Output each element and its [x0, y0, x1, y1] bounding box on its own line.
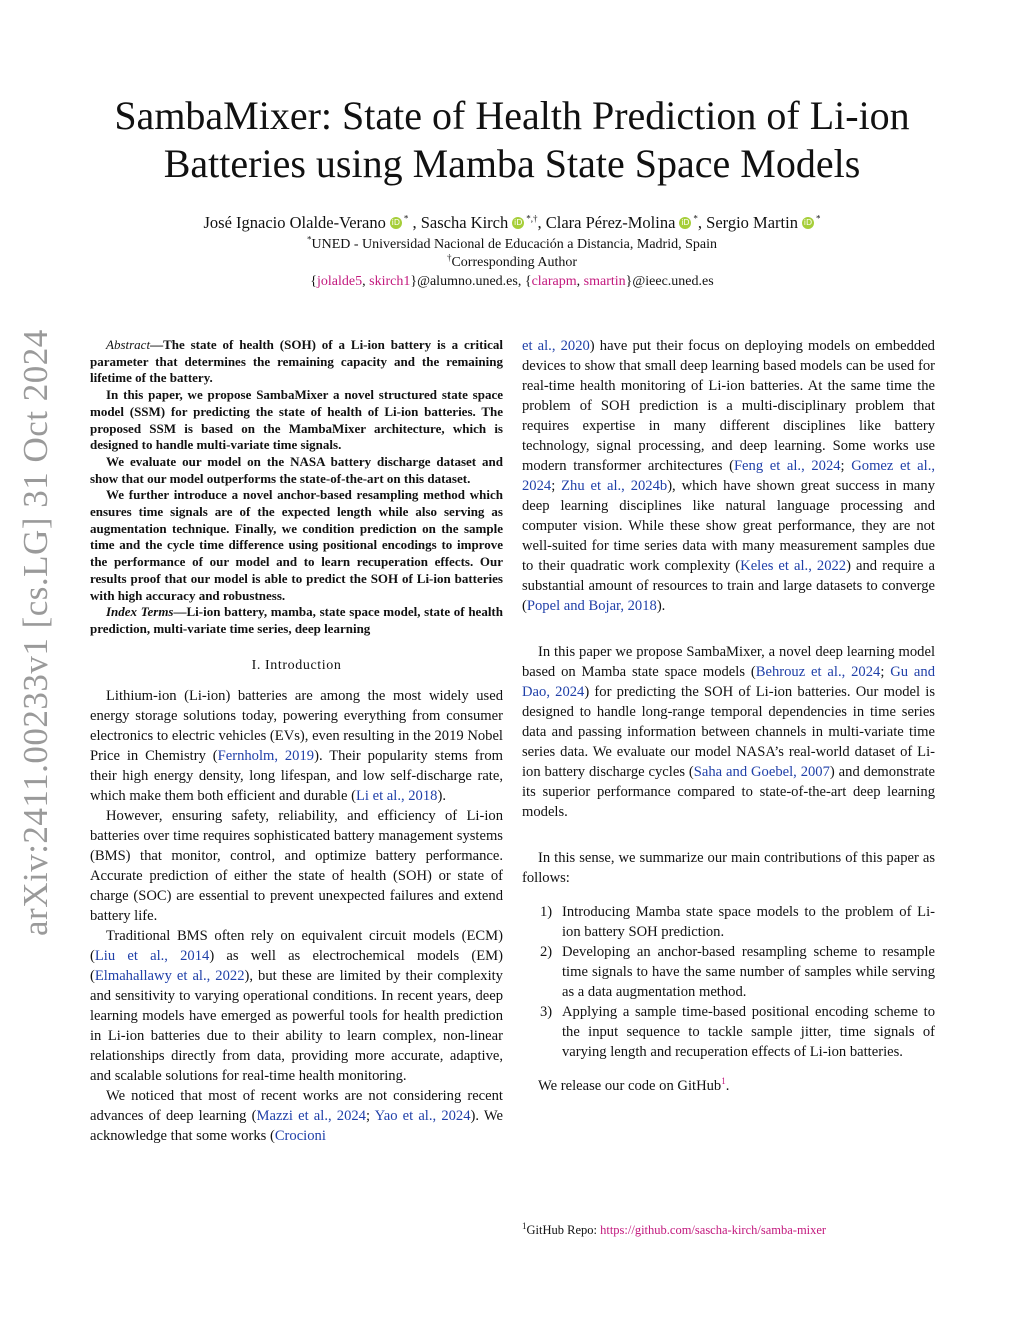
list-item [522, 942, 935, 1002]
citation-link[interactable]: Liu et al., 2014 [94, 947, 210, 964]
abstract-text: —The state of health (SOH) of a Li-ion battery is a critical parameter that determines the remaining capacity and the remaining lifetime of the battery. [90, 337, 503, 386]
email-line [60, 273, 964, 291]
citation-link[interactable]: Li et al., 2018 [355, 787, 438, 804]
citation-link[interactable]: Feng et al., 2024 [733, 458, 841, 474]
orcid-icon[interactable]: iD [391, 218, 401, 227]
corresponding-line [60, 254, 964, 272]
corr-mark: † [446, 252, 452, 263]
citation-link[interactable]: Popel and Bojar, 2018 [526, 598, 657, 614]
citation-link[interactable]: Zhu et al., 2024b [561, 478, 668, 494]
paper-title: SambaMixer: State of Health Prediction of Li-ion Batteries using Mamba State Space Models [114, 93, 910, 186]
email-domain: }@alumno.uned.es, { [410, 274, 532, 289]
affil-mark: * [307, 234, 312, 245]
citation-link[interactable]: Keles et al., 2022 [740, 558, 847, 574]
citation-link[interactable]: Yao et al., 2024 [374, 1107, 471, 1124]
author-list [60, 212, 964, 234]
affiliation-line [60, 236, 964, 254]
abstract-paragraph: We evaluate our model on the NASA battery discharge dataset and show that our model outperforms the state-of-the-art on this dataset. [90, 453, 503, 486]
abstract-paragraph: We further introduce a novel anchor-based resampling method which ensures time signals are of the expected length while also serving as augmentation technique. Finally, we condition prediction on the sample time and the cycle time difference using positional encodings to improve the performance of our model and to learn recuperation effects. Our results proof that our model is able to predict the SOH of Li-ion batteries with high accuracy and robustness. [90, 487, 503, 603]
index-terms-label: Index Terms [106, 604, 174, 620]
arxiv-sidebar-label: arXiv:2411.00233v1 [cs.LG] 31 Oct 2024 [16, 329, 55, 936]
list-text: Developing an anchor-based resampling scheme to resample time signals to have the same number of samples while serving as a data augmentation method. [562, 944, 935, 1000]
list-item [522, 1002, 935, 1062]
citation-link[interactable]: et al., 2020 [522, 338, 590, 354]
orcid-icon[interactable]: iD [803, 218, 813, 227]
author-name: , Sergio Martin [697, 213, 798, 232]
email-link[interactable]: clarapm [531, 274, 577, 289]
author-affil-mark: * [403, 213, 409, 224]
citation-link[interactable]: Behrouz et al., 2024 [755, 664, 881, 680]
abstract-label: Abstract [106, 337, 151, 352]
right-column [522, 336, 935, 1096]
body-paragraph: In this paper we propose SambaMixer, a novel deep learning model based on Mamba state space models (Behrouz et al., 2024; Gu and Dao, 2024) for predicting the SOH of Li-ion batteries. Our model is designed to handle long-range temporal dependencies in time series data and passing information between channels in multi-variate time series data. We evaluate our model NASA’s real-world dataset of Li-ion battery discharge cycles (Saha and Goebel, 2007) and demonstrate its superior performance compared to state-of-the-art deep learning models. [522, 644, 936, 820]
body-paragraph: Traditional BMS often rely on equivalent circuit models (ECM) (Liu et al., 2014) as well as electrochemical models (EM) (Elmahallawy et al., 2022), but these are limited by their complexity and sensitivity to varying operational conditions. In recent years, deep learning models have emerged as powerful tools for health prediction in Li-ion batteries due to their ability to learn complex, non-linear relationships directly from data, providing more accurate, adaptive, and scalable solutions for real-time health monitoring. [90, 927, 503, 1084]
affiliation-text: UNED - Universidad Nacional de Educación a Distancia, Madrid, Spain [311, 237, 717, 252]
citation-link[interactable]: Saha and Goebel, 2007 [693, 764, 830, 780]
citation-link[interactable]: Gu and Dao, 2024 [522, 664, 936, 700]
footnote [522, 1222, 826, 1238]
section-heading: I. Introduction [251, 657, 342, 673]
list-text: Introducing Mamba state space models to the problem of Li-ion battery SOH prediction. [562, 904, 935, 940]
citation-link[interactable]: Gomez et al., 2024 [522, 458, 935, 494]
citation-link[interactable]: Fernholm, 2019 [217, 747, 315, 764]
author-name: José Ignacio Olalde-Verano [203, 213, 386, 232]
separator: , [362, 274, 370, 289]
body-paragraph: We noticed that most of recent works are not considering recent advances of deep learning (Mazzi et al., 2024; Yao et al., 2024). We acknowledge that some works (Crocioni [90, 1087, 503, 1144]
index-terms [90, 604, 503, 637]
author-affil-mark: * [693, 213, 698, 224]
abstract-paragraph [90, 337, 503, 387]
footnote-mark: 1 [522, 1220, 527, 1231]
author-name: , Clara Pérez-Molina [537, 213, 676, 232]
orcid-icon[interactable]: iD [681, 218, 690, 227]
footnote-ref[interactable]: 1 [721, 1076, 726, 1087]
email-link[interactable]: jolalde5 [317, 274, 363, 289]
email-link[interactable]: smartin [583, 274, 626, 289]
list-number: 2) [540, 944, 553, 960]
citation-link[interactable]: Elmahallawy et al., 2022 [94, 967, 245, 984]
list-number: 1) [540, 904, 553, 920]
footnote-label: GitHub Repo: [526, 1223, 601, 1237]
orcid-icon[interactable]: iD [514, 218, 523, 227]
index-terms-text: —Li-ion battery, mamba, state space model, state of health prediction, multi-variate time series, deep learning [90, 604, 503, 636]
author-name: , Sascha Kirch [412, 213, 509, 232]
separator: , [576, 274, 584, 289]
body-paragraph: et al., 2020) have put their focus on deploying models on embedded devices to show that small deep learning based models can be used for real-time health monitoring of Li-ion batteries. At the same time the problem of SOH prediction is a multi-disciplinary problem that requires expertise in many different disciplines like battery technology, signal processing, and deep learning. Some works use modern transformer architectures (Feng et al., 2024; Gomez et al., 2024; Zhu et al., 2024b), which have shown great success in many deep learning disciplines like natural language processing and computer vision. While these show great performance, they are not well-suited for time series data with many measurement samples due to their quadratic work complexity (Keles et al., 2022) and require a substantial amount of resources to train and large datasets to converge (Popel and Bojar, 2018). [522, 338, 935, 614]
list-item [522, 902, 935, 942]
body-paragraph: Lithium-ion (Li-ion) batteries are among the most widely used energy storage solutions today, powering everything from consumer electronics to electric vehicles (EVs), even resulting in the 2019 Nobel Price in Chemistry (Fernholm, 2019). Their popularity stems from their high energy density, long lifespan, and low self-discharge rate, which make them both efficient and durable (Li et al., 2018). [90, 687, 503, 804]
contribution-list [522, 902, 935, 1062]
author-affil-mark: *,† [526, 213, 538, 224]
body-paragraph: We release our code on GitHub$^1$. [538, 1076, 730, 1094]
email-domain: }@ieec.uned.es [625, 274, 714, 289]
list-number: 3) [540, 1004, 553, 1020]
email-link[interactable]: skirch1 [369, 274, 411, 289]
citation-link[interactable]: Mazzi et al., 2024 [256, 1107, 366, 1124]
brace: { [310, 274, 318, 289]
abstract-paragraph: In this paper, we propose SambaMixer a novel structured state space model (SSM) for predicting the state of health of Li-ion batteries. The proposed SSM is based on the MambaMixer architecture, which is designed to handle multi-variate time signals. [90, 387, 503, 453]
body-paragraph: In this sense, we summarize our main contributions of this paper as follows: [522, 850, 935, 886]
repo-link[interactable]: https://github.com/sascha-kirch/samba-mixer [600, 1223, 827, 1237]
left-column [90, 337, 503, 1146]
citation-link[interactable]: Crocioni [274, 1127, 326, 1144]
abstract [90, 337, 503, 638]
corresponding-text: Corresponding Author [451, 255, 578, 270]
author-affil-mark: * [815, 213, 821, 224]
list-text: Applying a sample time-based positional encoding scheme to the input sequence to tackle sample jitter, time signals of varying length and recuperation effects of Li-ion batteries. [562, 1004, 935, 1060]
body-paragraph: However, ensuring safety, reliability, and efficiency of Li-ion batteries over time requires sophisticated battery management systems (BMS) that monitor, control, and optimize battery performance. Accurate prediction of either the state of health (SOH) or state of charge (SOC) are essential to prevent unexpected failures and extend battery life. [90, 807, 503, 924]
